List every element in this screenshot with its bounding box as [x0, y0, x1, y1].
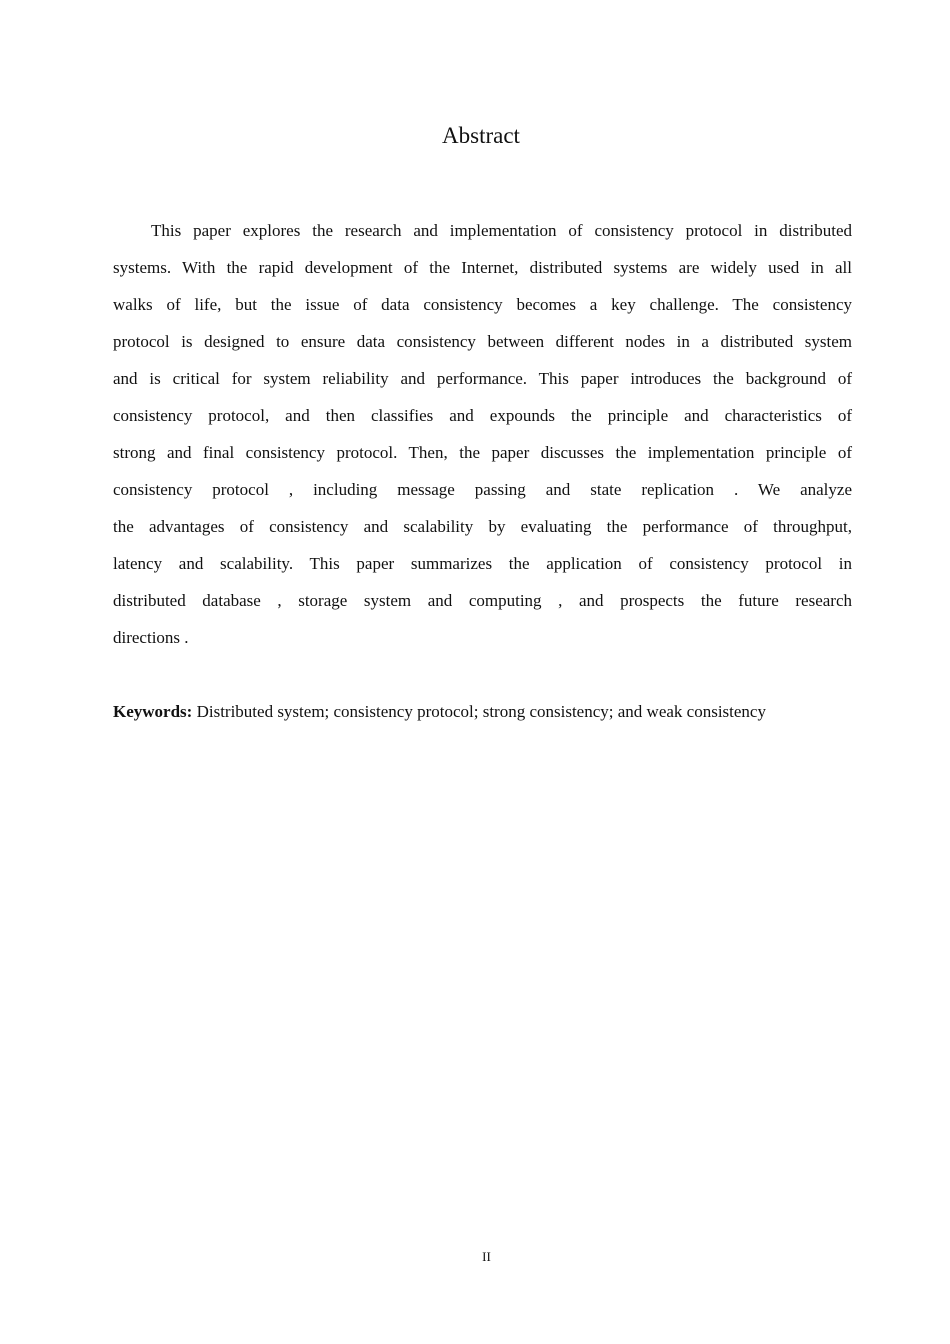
abstract-line: distributed database , storage system and computing , and prospects the future research: [113, 591, 852, 610]
abstract-line: latency and scalability. This paper summarizes the application of consistency protocol in: [113, 554, 852, 573]
abstract-line: systems. With the rapid development of the Internet, distributed systems are widely used in all: [113, 258, 852, 277]
abstract-line: protocol is designed to ensure data consistency between different nodes in a distributed system: [113, 332, 852, 351]
abstract-line: strong and final consistency protocol. Then, the paper discusses the implementation principle of: [113, 443, 852, 462]
abstract-line: consistency protocol, and then classifies and expounds the principle and characteristics of: [113, 406, 852, 425]
abstract-line: walks of life, but the issue of data consistency becomes a key challenge. The consistency: [113, 295, 852, 314]
keywords-label: Keywords:: [113, 702, 193, 721]
page-title: Abstract: [442, 123, 520, 148]
keywords-text: Distributed system; consistency protocol; strong consistency; and weak consistency: [196, 702, 766, 721]
abstract-line: This paper explores the research and implementation of consistency protocol in distributed: [151, 221, 852, 240]
abstract-line: the advantages of consistency and scalability by evaluating the performance of throughput,: [113, 517, 852, 536]
keywords: [113, 702, 766, 722]
abstract-line: consistency protocol , including message passing and state replication . We analyze: [113, 480, 852, 499]
abstract-body: [113, 218, 852, 662]
abstract-line: directions .: [113, 628, 189, 647]
page-number: II: [482, 1249, 491, 1264]
abstract-line: and is critical for system reliability and performance. This paper introduces the background of: [113, 369, 852, 388]
